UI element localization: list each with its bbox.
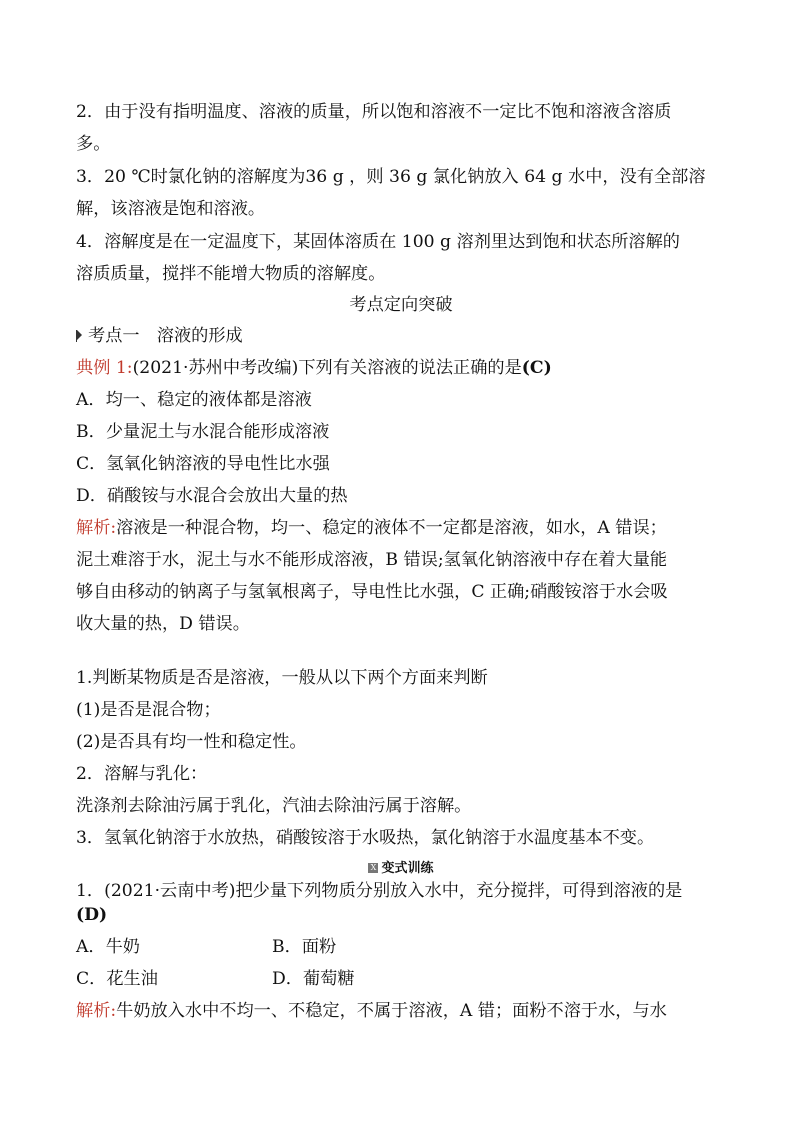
point-4-line-1: 4．溶解度是在一定温度下，某固体溶质在 100 g 溶剂里达到饱和状态所溶解的 bbox=[76, 232, 680, 252]
practice-icon: X bbox=[368, 863, 378, 873]
point-2-line-2: 多。 bbox=[76, 134, 111, 154]
tip-line-5: 洗涤剂去除油污属于乳化，汽油去除油污属于溶解。 bbox=[76, 796, 472, 816]
example-analysis-line-4: 收大量的热，D 错误。 bbox=[76, 614, 250, 634]
tip-line-3: (2)是否具有均一性和稳定性。 bbox=[76, 732, 307, 752]
tip-line-4: 2．溶解与乳化： bbox=[76, 764, 208, 784]
section-title: 考点定向突破 bbox=[349, 295, 453, 315]
example-answer: (C) bbox=[521, 358, 552, 378]
tip-line-1: 1.判断某物质是否是溶液，一般从以下两个方面来判断 bbox=[76, 668, 488, 688]
tip-line-2: (1)是否是混合物； bbox=[76, 700, 221, 720]
practice-analysis-text: 牛奶放入水中不均一、不稳定，不属于溶液，A 错；面粉不溶于水，与水 bbox=[116, 1001, 667, 1021]
practice-option-a: A．牛奶 bbox=[76, 937, 140, 957]
example-option-c: C．氢氧化钠溶液的导电性比水强 bbox=[76, 454, 330, 474]
practice-question: 1．(2021·云南中考)把少量下列物质分别放入水中，充分搅拌，可得到溶液的是 bbox=[76, 881, 683, 901]
example-analysis-line-3: 够自由移动的钠离子与氢氧根离子，导电性比水强，C 正确;硝酸铵溶于水会吸 bbox=[76, 582, 668, 602]
point-3-line-2: 解，该溶液是饱和溶液。 bbox=[76, 199, 266, 219]
example-question: (2021·苏州中考改编)下列有关溶液的说法正确的是 bbox=[132, 358, 522, 378]
point-3-line-1: 3．20 ℃时氯化钠的溶解度为36 g ，则 36 g 氯化钠放入 64 g 水中，没有全部溶 bbox=[76, 167, 706, 187]
practice-heading-row bbox=[76, 859, 726, 876]
example-analysis-line-2: 泥土难溶于水，泥土与水不能形成溶液，B 错误;氢氧化钠溶液中存在着大量能 bbox=[76, 550, 668, 570]
practice-heading: 变式训练 bbox=[381, 861, 434, 876]
example-analysis-line-1 bbox=[76, 520, 667, 537]
analysis-label: 解析: bbox=[76, 518, 117, 538]
topic-heading-row bbox=[76, 328, 243, 345]
analysis-text: 溶液是一种混合物，均一、稳定的液体不一定都是溶液，如水，A 错误； bbox=[116, 518, 667, 538]
point-2-line-1: 2．由于没有指明温度、溶液的质量，所以饱和溶液不一定比不饱和溶液含溶质 bbox=[76, 102, 672, 122]
topic-heading: 考点一 溶液的形成 bbox=[88, 326, 243, 346]
tip-line-6: 3．氢氧化钠溶于水放热，硝酸铵溶于水吸热，氯化钠溶于水温度基本不变。 bbox=[76, 828, 655, 848]
practice-option-c: C．花生油 bbox=[76, 969, 158, 989]
practice-option-d: D．葡萄糖 bbox=[272, 969, 355, 989]
example-label: 典例 1: bbox=[76, 358, 133, 378]
point-4-line-2: 溶质质量，搅拌不能增大物质的溶解度。 bbox=[76, 264, 386, 284]
flag-pennant-icon bbox=[77, 330, 82, 340]
example-question-row bbox=[76, 360, 552, 377]
practice-answer: (D) bbox=[76, 905, 108, 925]
example-option-b: B．少量泥土与水混合能形成溶液 bbox=[76, 422, 330, 442]
practice-analysis-line bbox=[76, 1003, 667, 1020]
practice-option-b: B．面粉 bbox=[272, 937, 337, 957]
practice-analysis-label: 解析: bbox=[76, 1001, 117, 1021]
example-option-a: A．均一、稳定的液体都是溶液 bbox=[76, 390, 312, 410]
example-option-d: D．硝酸铵与水混合会放出大量的热 bbox=[76, 486, 348, 506]
